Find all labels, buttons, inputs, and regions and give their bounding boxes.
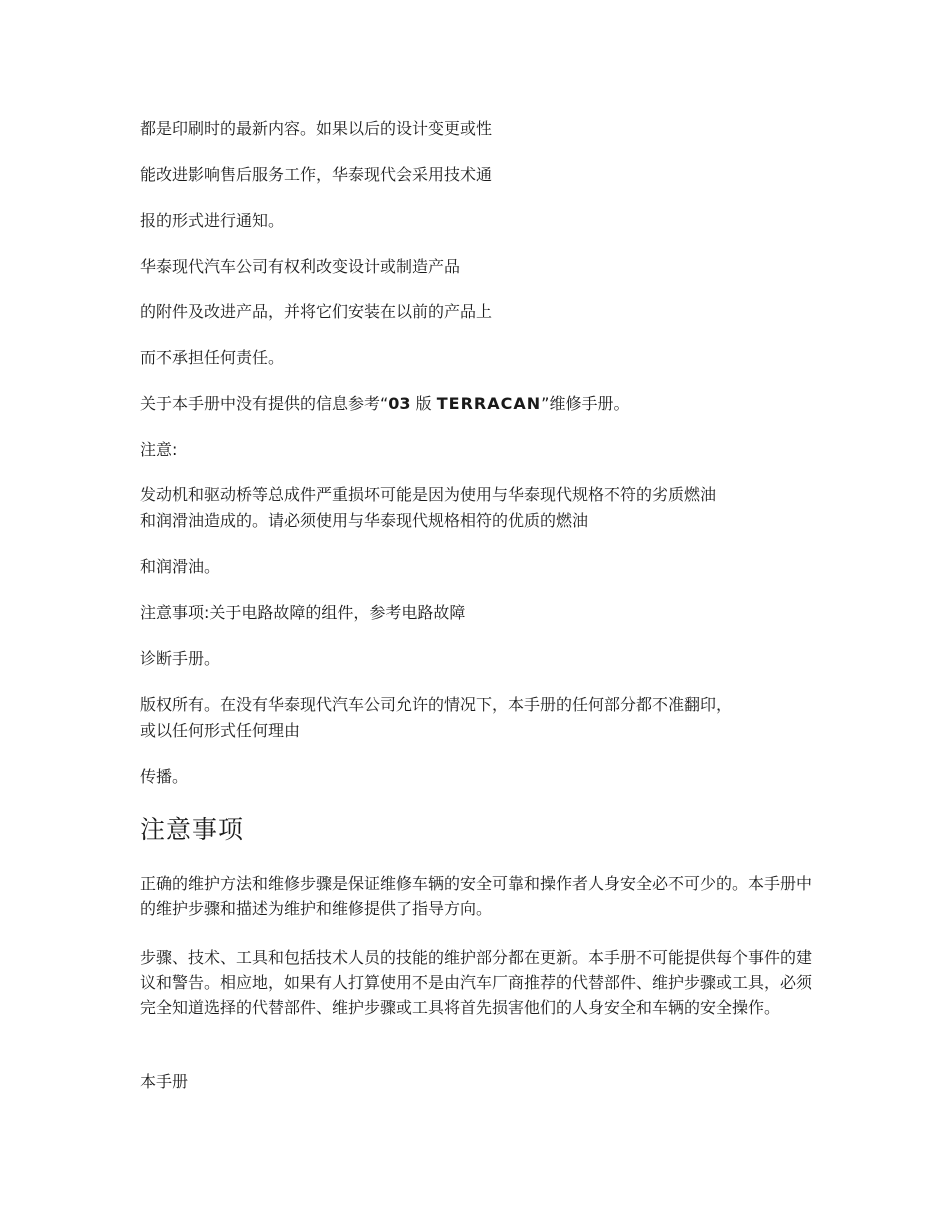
- note-line: 和润滑油造成的。请必须使用与华泰现代规格相符的优质的燃油: [140, 511, 589, 530]
- reference-mid: 版: [415, 394, 432, 413]
- copyright-line: 或以任何形式任何理由: [140, 721, 301, 740]
- circuit-note-line: 注意事项:关于电路故障的组件，参考电路故障: [140, 603, 466, 622]
- reference-prefix: 关于本手册中没有提供的信息参考“: [140, 394, 389, 413]
- copyright-line: 传播。: [140, 767, 189, 786]
- section-paragraph: 正确的维护方法和维修步骤是保证维修车辆的安全可靠和操作者人身安全必不可少的。本手册中的维护步骤和描述为维护和维修提供了指导方向。: [140, 874, 813, 918]
- note-label: 注意:: [140, 440, 178, 459]
- note-line: 和润滑油。: [140, 557, 221, 576]
- paragraph-line: 而不承担任何责任。: [140, 348, 285, 367]
- paragraph-line: 能改进影响售后服务工作，华泰现代会采用技术通: [140, 165, 493, 184]
- section-paragraph: 本手册: [140, 1072, 189, 1091]
- reference-model: TERRACAN: [436, 394, 542, 413]
- paragraph-line: 都是印刷时的最新内容。如果以后的设计变更或性: [140, 119, 493, 138]
- reference-suffix: ”维修手册。: [541, 394, 630, 413]
- paragraph-line: 报的形式进行通知。: [140, 211, 285, 230]
- paragraph-line: 的附件及改进产品，并将它们安装在以前的产品上: [140, 302, 493, 321]
- reference-paragraph: [140, 392, 820, 416]
- paragraph-line: 华泰现代汽车公司有权利改变设计或制造产品: [140, 257, 461, 276]
- section-heading: 注意事项: [140, 815, 245, 844]
- note-line: 发动机和驱动桥等总成件严重损坏可能是因为使用与华泰现代规格不符的劣质燃油: [140, 485, 717, 504]
- copyright-line: 版权所有。在没有华泰现代汽车公司允许的情况下，本手册的任何部分都不准翻印，: [140, 695, 733, 714]
- section-paragraph: 步骤、技术、工具和包括技术人员的技能的维护部分都在更新。本手册不可能提供每个事件的建议和警告。相应地，如果有人打算使用不是由汽车厂商推荐的代替部件、维护步骤或工具，必须完全知道选择的代替部件、维护步骤或工具将首先损害他们的人身安全和车辆的安全操作。: [140, 948, 813, 1017]
- circuit-note-line: 诊断手册。: [140, 649, 221, 668]
- reference-version: 03: [388, 394, 411, 413]
